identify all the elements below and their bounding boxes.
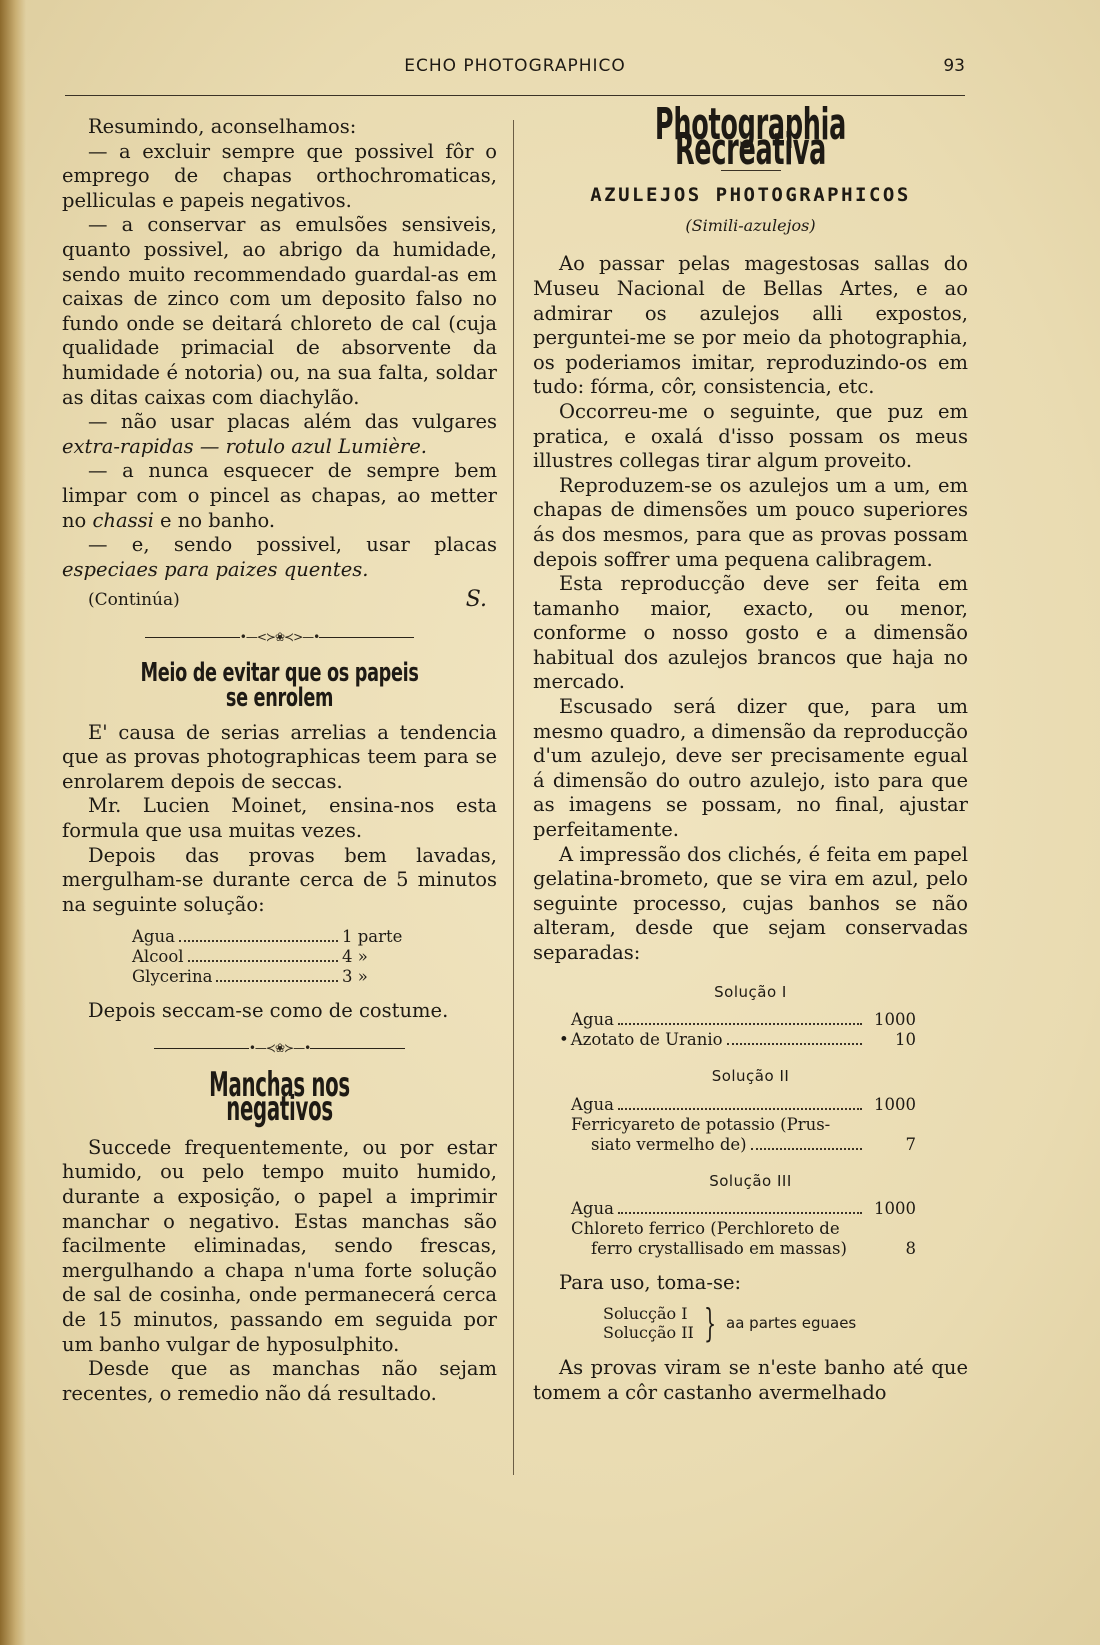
heading-meio-de-evitar: Meio de evitar que os papeis se enrolem — [140, 658, 419, 714]
journal-title: ECHO PHOTOGRAPHICO — [404, 56, 626, 76]
recipe-ingredient: Agua — [571, 1010, 614, 1030]
advice-item-3 — [62, 410, 497, 459]
meio-paragraph-4: Depois seccam-se como de costume. — [88, 999, 449, 1023]
meio-paragraph-1: E' causa de serias arrelias a tendencia que as provas photographicas teem para se enrolarem depois de seccas. — [62, 720, 497, 793]
para-uso: Para uso, toma-se: — [559, 1271, 742, 1295]
manchas-paragraph-1: Succede frequentemente, ou por estar humido, ou pelo tempo muito humido, durante a exposição, o papel a imprimir manchar o negativo. Estas manchas são facilmente eliminadas, sendo frescas, mergulhando a chapa n'uma forte solução de sal de cosinha, onde permanecerá cerca de 15 minutos, passando em seguida por um banho vulgar de hyposulphito. — [62, 1135, 497, 1356]
advice-item-2: — a conservar as emulsões sensiveis, quanto possivel, ao abrigo da humidade, sendo muito recommendado guardal-as em caixas de zinco com um deposito falso no fundo onde se deitará chloreto de cal (cuja qualidade primacial de absorvente da humidade é notoria) ou, na sua falta, soldar as ditas caixas com diachylão. — [62, 213, 497, 409]
solution-2-title: Solução II — [711, 1067, 790, 1086]
recipe-quantity: 7 — [905, 1134, 916, 1154]
advice-item-3-italic: extra-rapidas — rotulo azul Lumière. — [62, 434, 427, 458]
running-header — [65, 56, 965, 82]
usage-solutions — [603, 1304, 694, 1342]
recipe-quantity: 4 » — [342, 947, 368, 967]
recipe-row — [571, 1239, 916, 1259]
recipe-ingredient: Ferricyareto de potassio (Prus- — [571, 1114, 831, 1134]
recipe-row — [132, 927, 412, 947]
azulejos-paragraph-4: Esta reproducção deve ser feita em tamanho maior, exacto, ou menor, conforme o nosso gosto e a dimensão habitual dos azulejos brancos que haja no mercado. — [533, 572, 968, 694]
ornament-glyph-2: •—≺❀≻—• — [248, 1041, 311, 1055]
author-signature: S. — [465, 587, 487, 613]
advice-item-5-italic: especiaes para paizes quentes. — [62, 557, 369, 581]
solution-2 — [571, 1095, 916, 1155]
recipe-ingredient-cont: ferro crystallisado em massas) — [591, 1239, 847, 1259]
recipe-row — [571, 1095, 916, 1115]
solution-3-title: Solução III — [709, 1171, 792, 1190]
column-divider — [513, 120, 514, 1475]
recipe-ingredient: Glycerina — [132, 967, 213, 987]
recipe-quantity: 1000 — [874, 1199, 916, 1219]
continua-label: (Continúa) — [88, 590, 180, 611]
recipe-row — [559, 1030, 916, 1050]
advice-item-4-end: e no banho. — [153, 508, 276, 532]
header-rule — [65, 95, 965, 96]
manchas-paragraph-2: Desde que as manchas não sejam recentes, o remedio não dá resultado. — [62, 1357, 497, 1405]
subheading-simili: (Simili-azulejos) — [685, 215, 816, 235]
subheading-azulejos: AZULEJOS PHOTOGRAPHICOS — [590, 184, 911, 207]
solution-1 — [559, 1010, 916, 1050]
recipe-row — [571, 1010, 916, 1030]
meio-paragraph-3: Depois das provas bem lavadas, mergulham-se durante cerca de 5 minutos na seguinte solução: — [62, 843, 497, 916]
glycerin-recipe — [132, 927, 412, 987]
recipe-row — [571, 1135, 916, 1155]
right-column — [533, 99, 968, 1405]
advice-item-1: — a excluir sempre que possivel fôr o emprego de chapas orthochromaticas, pelliculas e papeis negativos. — [62, 139, 497, 212]
continuation-row — [62, 588, 497, 613]
usage-proportion: aa partes eguaes — [726, 1313, 857, 1332]
ornament-divider-2 — [62, 1036, 497, 1061]
meio-paragraph-2: Mr. Lucien Moinet, ensina-nos esta formula que usa muitas vezes. — [62, 794, 497, 843]
page-binding-edge — [0, 0, 26, 1645]
recipe-row — [571, 1115, 916, 1135]
azulejos-paragraph-1: Ao passar pelas magestosas sallas do Museu Nacional de Bellas Artes, e ao admirar os azulejos alli expostos, perguntei-me se por meio da photographia, os poderiamos imitar, reproduzindo-os em tudo: fórma, côr, consistencia, etc. — [533, 252, 968, 399]
recipe-ingredient: Agua — [571, 1199, 614, 1219]
recipe-ingredient: Alcool — [132, 947, 184, 967]
recipe-ingredient: Chloreto ferrico (Perchloreto de — [571, 1219, 840, 1239]
ornament-divider-1 — [62, 625, 497, 650]
recipe-ingredient: Agua — [132, 927, 175, 947]
left-column — [62, 115, 497, 1406]
recipe-row — [132, 967, 412, 987]
usage-solution-2: Solucção II — [603, 1322, 694, 1342]
usage-solution-1: Solucção I — [603, 1303, 688, 1323]
recipe-quantity: 10 — [895, 1030, 916, 1050]
recipe-row — [571, 1219, 916, 1239]
recipe-quantity: 1000 — [874, 1094, 916, 1114]
recipe-row — [571, 1199, 916, 1219]
advice-item-4-italic: chassi — [92, 508, 154, 532]
azulejos-paragraph-5: Escusado será dizer que, para um mesmo quadro, a dimensão da reproducção d'um azulejo, deve ser precisamente egual á dimensão do outro azulejo, isto para que as imagens se possam, no final, ajustar perfeitamente. — [533, 695, 968, 842]
recipe-quantity: 1 parte — [342, 927, 403, 947]
usage-mix — [603, 1300, 968, 1345]
recipe-ingredient: • Azotato de Uranio — [559, 1030, 723, 1050]
azulejos-paragraph-3: Reproduzem-se os azulejos um a um, em chapas de dimensões um pouco superiores ás dos mesmos, para que as provas possam depois soffrer uma pequena calibragem. — [533, 473, 968, 571]
recipe-ingredient-cont: siato vermelho de) — [591, 1134, 747, 1154]
advice-item-3-text: — não usar placas além das vulgares — [88, 410, 497, 434]
recipe-quantity: 3 » — [342, 967, 368, 987]
advice-item-4 — [62, 459, 497, 533]
solution-3 — [571, 1199, 916, 1259]
ornament-glyph-1: •—<≻❀≺>—• — [239, 629, 320, 644]
brace-icon: } — [703, 1300, 716, 1345]
solution-1-title: Solução I — [714, 982, 787, 1001]
heading-manchas: Manchas nos negativos — [209, 1064, 350, 1130]
azulejos-paragraph-6: A impressão dos clichés, é feita em papel gelatina-brometo, que se vira em azul, pelo seguinte processo, cujas banhos se não alteram, desde que sejam conservadas separadas: — [533, 842, 968, 964]
advice-item-5-text: — e, sendo possivel, usar placas — [88, 533, 497, 557]
recipe-row — [132, 947, 412, 967]
heading-photographia-recreativa: Photographia Recreativa — [654, 99, 847, 175]
recipe-quantity: 8 — [905, 1239, 916, 1259]
azulejos-paragraph-2: Occorreu-me o seguinte, que puz em pratica, e oxalá d'isso possam os meus illustres collegas tirar algum proveito. — [533, 399, 968, 473]
advice-item-4-text: — a nunca esquecer de sempre bem limpar com o pincel as chapas, ao metter no — [62, 459, 497, 532]
azulejos-paragraph-7: As provas viram se n'este banho até que tomem a côr castanho avermelhado — [533, 1355, 968, 1404]
page-number: 93 — [943, 56, 965, 76]
recipe-quantity: 1000 — [874, 1010, 916, 1030]
recipe-ingredient: Agua — [571, 1094, 614, 1114]
paragraph-resumindo: Resumindo, aconselhamos: — [88, 115, 357, 138]
advice-item-5 — [62, 533, 497, 582]
